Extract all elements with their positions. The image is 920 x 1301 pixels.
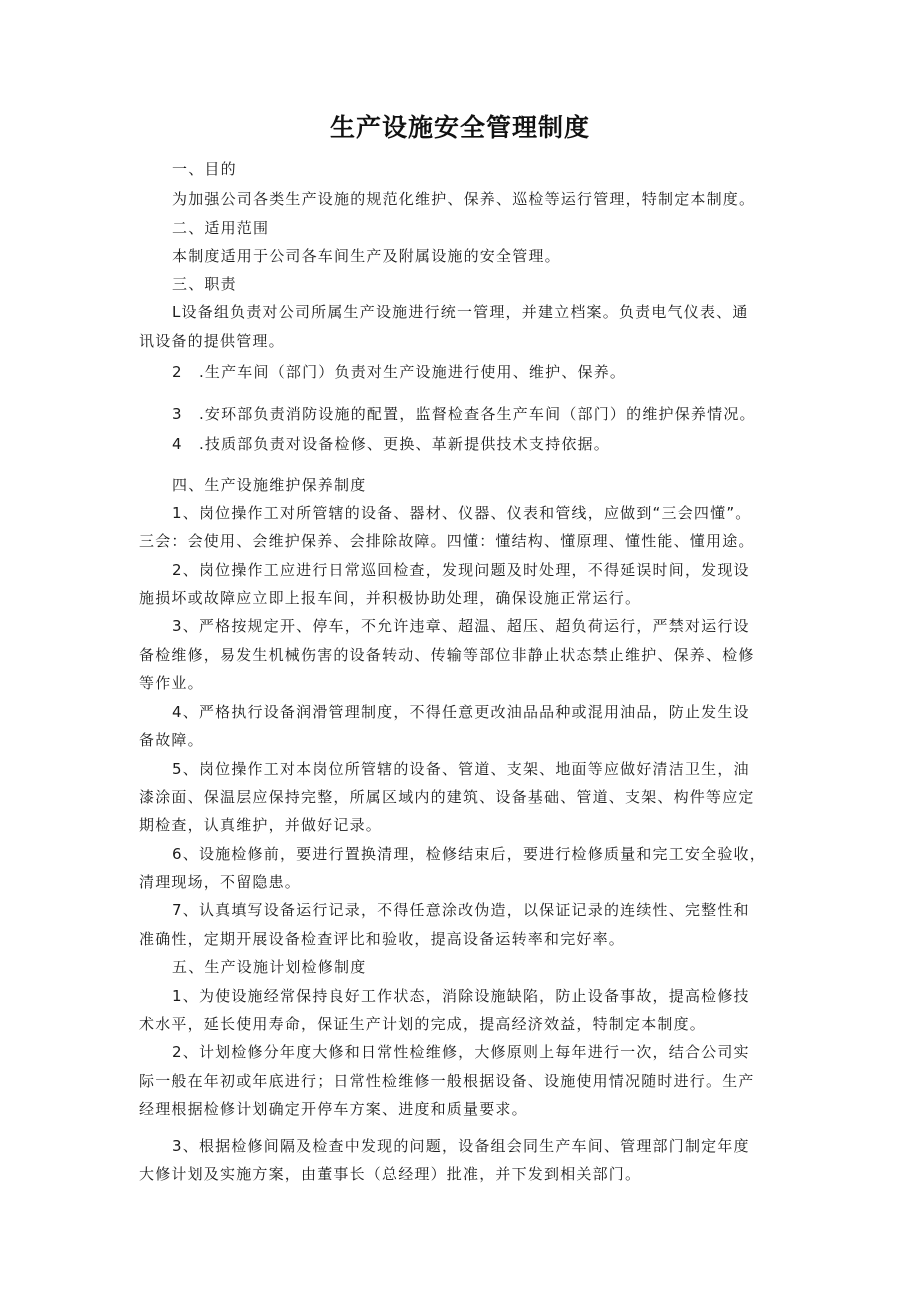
heading-responsibilities: 三、职责 <box>172 275 237 293</box>
paragraph-line: 3、根据检修间隔及检查中发现的问题，设备组会同生产车间、管理部门制定年度 <box>172 1137 750 1155</box>
paragraph-line: 3 .安环部负责消防设施的配置，监督检查各生产车间（部门）的维护保养情况。 <box>172 405 756 423</box>
paragraph-line: 等作业。 <box>139 674 204 692</box>
paragraph-line: 4 .技质部负责对设备检修、更换、革新提供技术支持依据。 <box>172 435 610 453</box>
paragraph-line: 备检维修，易发生机械伤害的设备转动、传输等部位非静止状态禁止维护、保养、检修 <box>139 646 755 664</box>
paragraph-line: 期检查，认真维护，并做好记录。 <box>139 816 383 834</box>
paragraph-line: 7、认真填写设备运行记录，不得任意涂改伪造，以保证记录的连续性、完整性和 <box>172 901 750 919</box>
paragraph-line: 1、为使设施经常保持良好工作状态，消除设施缺陷，防止设备事故，提高检修技 <box>172 987 750 1005</box>
paragraph-line: 为加强公司各类生产设施的规范化维护、保养、巡检等运行管理，特制定本制度。 <box>172 190 756 208</box>
paragraph-line: 6、设施检修前，要进行置换清理，检修结束后，要进行检修质量和完工安全验收， <box>172 845 766 863</box>
paragraph-line: 施损坏或故障应立即上报车间，并积极协助处理，确保设施正常运行。 <box>139 589 642 607</box>
paragraph-line: 1、岗位操作工对所管辖的设备、器材、仪器、仪表和管线，应做到“三会四懂”。 <box>172 504 752 522</box>
paragraph-line: 备故障。 <box>139 731 204 749</box>
paragraph-line: 漆涂面、保温层应保持完整，所属区域内的建筑、设备基础、管道、支架、构件等应定 <box>139 788 755 806</box>
paragraph-line: 2 .生产车间（部门）负责对生产设施进行使用、维护、保养。 <box>172 363 627 381</box>
paragraph-line: 际一般在年初或年底进行；日常性检维修一般根据设备、设施使用情况随时进行。生产 <box>139 1072 755 1090</box>
paragraph-line: L设备组负责对公司所属生产设施进行统一管理，并建立档案。负责电气仪表、通 <box>172 303 749 321</box>
paragraph-line: 本制度适用于公司各车间生产及附属设施的安全管理。 <box>172 247 561 265</box>
paragraph-line: 准确性，定期开展设备检查评比和验收，提高设备运转率和完好率。 <box>139 930 626 948</box>
paragraph-line: 经理根据检修计划确定开停车方案、进度和质量要求。 <box>139 1100 528 1118</box>
heading-planned-maintenance: 五、生产设施计划检修制度 <box>172 958 367 976</box>
paragraph-line: 术水平，延长使用寿命，保证生产计划的完成，提高经济效益，特制定本制度。 <box>139 1015 707 1033</box>
paragraph-line: 大修计划及实施方案，由董事长（总经理）批准，并下发到相关部门。 <box>139 1165 642 1183</box>
heading-scope: 二、适用范围 <box>172 219 270 237</box>
paragraph-line: 清理现场，不留隐患。 <box>139 873 302 891</box>
paragraph-line: 2、岗位操作工应进行日常巡回检查，发现问题及时处理，不得延误时间，发现设 <box>172 561 750 579</box>
heading-purpose: 一、目的 <box>172 160 237 178</box>
document-title: 生产设施安全管理制度 <box>329 113 590 142</box>
paragraph-line: 2、计划检修分年度大修和日常性检维修，大修原则上每年进行一次，结合公司实 <box>172 1043 750 1061</box>
paragraph-line: 讯设备的提供管理。 <box>139 332 285 350</box>
paragraph-line: 4、严格执行设备润滑管理制度，不得任意更改油品品种或混用油品，防止发生设 <box>172 703 750 721</box>
paragraph-line: 3、严格按规定开、停车，不允许违章、超温、超压、超负荷运行，严禁对运行设 <box>172 617 750 635</box>
paragraph-line: 三会：会使用、会维护保养、会排除故障。四懂：懂结构、懂原理、懂性能、懂用途。 <box>139 532 755 550</box>
paragraph-line: 5、岗位操作工对本岗位所管辖的设备、管道、支架、地面等应做好清洁卫生，油 <box>172 760 750 778</box>
heading-maintenance: 四、生产设施维护保养制度 <box>172 476 367 494</box>
